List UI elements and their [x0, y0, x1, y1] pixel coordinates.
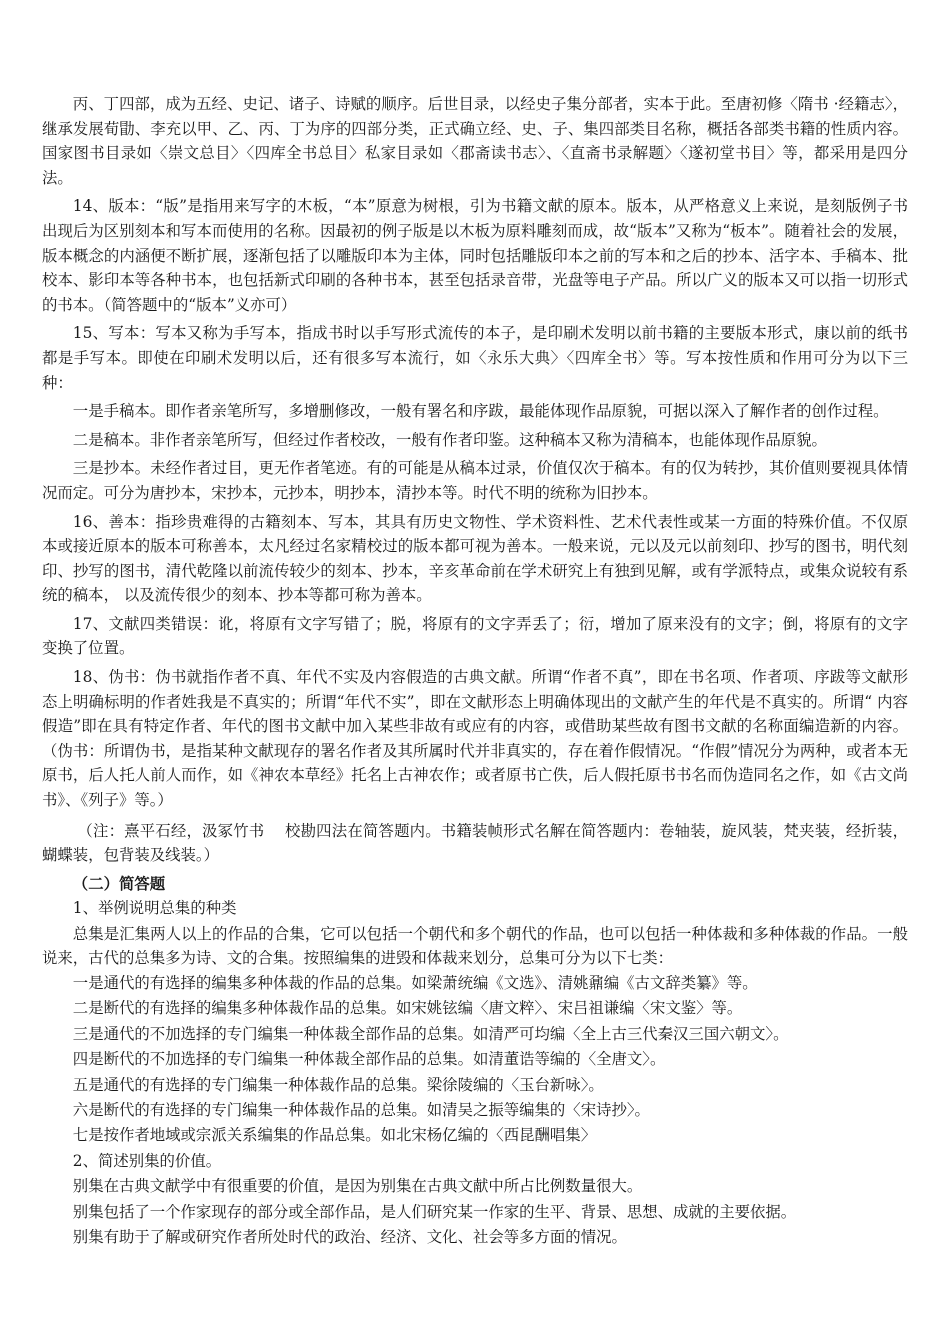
- question-2-title: 2、简述别集的价值。: [72, 1151, 222, 1170]
- paragraph-16-shanben: 16、善本：指珍贵难得的古籍刻本、写本，其具有历史文物性、学术资料性、艺术代表性或某一方面的特殊价值。不仅原本或接近原本的版本可称善本，太凡经过名家精校过的版本都可视为善本。一般来说，元以及元以前刻印、抄写的图书，明代刻印、抄写的图书，清代乾隆以前流传较少的刻本、抄本，辛亥革命前在学术研究上有独到见解，或有学派特点，或集众说较有系统的稿本， 以及流传很少的刻本、抄本等都可称为善本。: [42, 512, 908, 605]
- paragraph-14-banben: 14、版本：“版”是指用来写字的木板，“本”原意为树根，引为书籍文献的原本。版本，从严格意义上来说，是刻版例子书出现后为区别刻本和写本而使用的名称。因最初的例子版是以木板为原料雕刻而成，故“版本”又称为“板本”。随着社会的发展，版本概念的内涵便不断扩展，逐渐包括了以雕版印本为主体，同时包括雕版印本之前的写本和之后的抄本、活字本、手稿本、批校本、影印本等各种书本，也包括新式印刷的各种书本，甚至包括录音带，光盘等电子产品。所以广义的版本又可以指一切形式的书本。（简答题中的“版本”义亦可）: [42, 197, 908, 314]
- paragraph-15-item-3: 三是抄本。未经作者过目，更无作者笔迹。有的可能是从稿本过录，价值仅次于稿本。有的仅为转抄，其价值则要视具体情况而定。可分为唐抄本，宋抄本，元抄本，明抄本，清抄本等。时代不明的统称为旧抄本。: [42, 459, 908, 502]
- list-item: 三是通代的不加选择的专门编集一种体裁全部作品的总集。如清严可均编〈全上古三代秦汉三国六朝文〉。: [72, 1024, 789, 1043]
- list-item: 别集有助于了解或研究作者所处时代的政治、经济、文化、社会等多方面的情况。: [72, 1228, 627, 1247]
- list-item: 六是断代的有选择的专门编集一种体裁作品的总集。如清吴之振等编集的〈宋诗抄〉。: [72, 1101, 650, 1120]
- list-item: 四是断代的不加选择的专门编集一种体裁全部作品的总集。如清董诰等编的〈全唐文〉。: [72, 1050, 666, 1069]
- section-heading: （二）简答题: [72, 874, 166, 893]
- list-item: 别集在古典文献学中有很重要的价值，是因为别集在古典文献中所占比例数量很大。: [72, 1177, 643, 1196]
- paragraph-18-weishu: 18、伪书：伪书就指作者不真、年代不实及内容假造的古典文献。所谓“作者不真”，即在书名项、作者项、序跋等文献形态上明确标明的作者姓我是不真实的；所谓“年代不实”，即在文献形态上明确体现出的文献产生的年代是不真实的。所谓“ 内容假造”即在具有特定作者、年代的图书文献中加入某些非故有或应有的内容，或借助某些故有图书文献的名称面编造新的内容。（伪书：所谓伪书，是指某种文献现存的署名作者及其所属时代并非真实的，存在着作假情况。“作假”情况分为两种，或者本无原书，后人托人前人而作，如《神农本草经》托名上古神农作；或者原书亡佚，后人假托原书书名而伪造同名之作，如《古文尚书》、《列子》等。）: [42, 668, 908, 810]
- list-item: 一是通代的有选择的编集多种体裁的作品的总集。如梁萧统编《文选》、清姚鼐编《古文辞类纂》等。: [72, 974, 758, 992]
- paragraph-sibu-classification: 丙、丁四部，成为五经、史记、诸子、诗赋的顺序。后世目录，以经史子集分部者，实本于此。至唐初修〈隋书 ·经籍志〉，继承发展荀勖、李充以甲、乙、丙、丁为序的四部分类，正式确立经、史、子、集四部类目名称，概括各部类书籍的性质内容。国家图书目录如〈崇文总目〉〈四库全书总目〉私家目录如〈郡斋读书志〉、〈直斋书录解题〉〈遂初堂书目〉等，都采用是四分法。: [42, 95, 908, 187]
- list-item: 二是断代的有选择的编集多种体裁作品的总集。如宋姚铉编〈唐文粹〉、宋吕祖谦编〈宋文鉴〉等。: [72, 999, 743, 1018]
- paragraph-note: （注：熹平石经，汲冢竹书 校勘四法在简答题内。书籍装帧形式名解在简答题内：卷轴装，旋风装，梵夹装，经折装，蝴蝶装，包背装及线装。）: [42, 821, 908, 865]
- question-1-intro: 总集是汇集两人以上的作品的合集，它可以包括一个朝代和多个朝代的作品，也可以包括一种体裁和多种体裁的作品。一般说来，古代的总集多为诗、文的合集。按照编集的进毁和体裁来划分，总集可分为以下七类：: [42, 924, 908, 968]
- paragraph-15-xieben: 15、写本：写本又称为手写本，指成书时以手写形式流传的本子，是印刷术发明以前书籍的主要版本形式，康以前的纸书都是手写本。即使在印刷术发明以后，还有很多写本流行，如〈永乐大典〉〈四库全书〉等。写本按性质和作用可分为以下三种：: [42, 324, 908, 392]
- paragraph-15-item-2: 二是稿本。非作者亲笔所写，但经过作者校改，一般有作者印鉴。这种稿本又称为清稿本，也能体现作品原貌。: [72, 430, 827, 449]
- paragraph-17-errors: 17、文献四类错误：讹，将原有文字写错了；脱，将原有的文字弄丢了；衍，增加了原来没有的文字；倒，将原有的文字变换了位置。: [42, 614, 908, 658]
- document-page: [42, 92, 908, 1250]
- paragraph-15-item-1: 一是手稿本。即作者亲笔所写，多增删修改，一般有署名和序跋，最能体现作品原貌，可据以深入了解作者的创作过程。: [72, 402, 889, 421]
- list-item: 七是按作者地域或宗派关系编集的作品总集。如北宋杨亿编的〈西昆酬唱集〉: [72, 1126, 597, 1145]
- question-1-title: 1、举例说明总集的种类: [72, 899, 237, 918]
- list-item: 别集包括了一个作家现存的部分或全部作品，是人们研究某一作家的生平、背景、思想、成就的主要依据。: [72, 1202, 797, 1221]
- list-item: 五是通代的有选择的专门编集一种体裁作品的总集。梁徐陵编的〈玉台新咏〉。: [72, 1075, 604, 1094]
